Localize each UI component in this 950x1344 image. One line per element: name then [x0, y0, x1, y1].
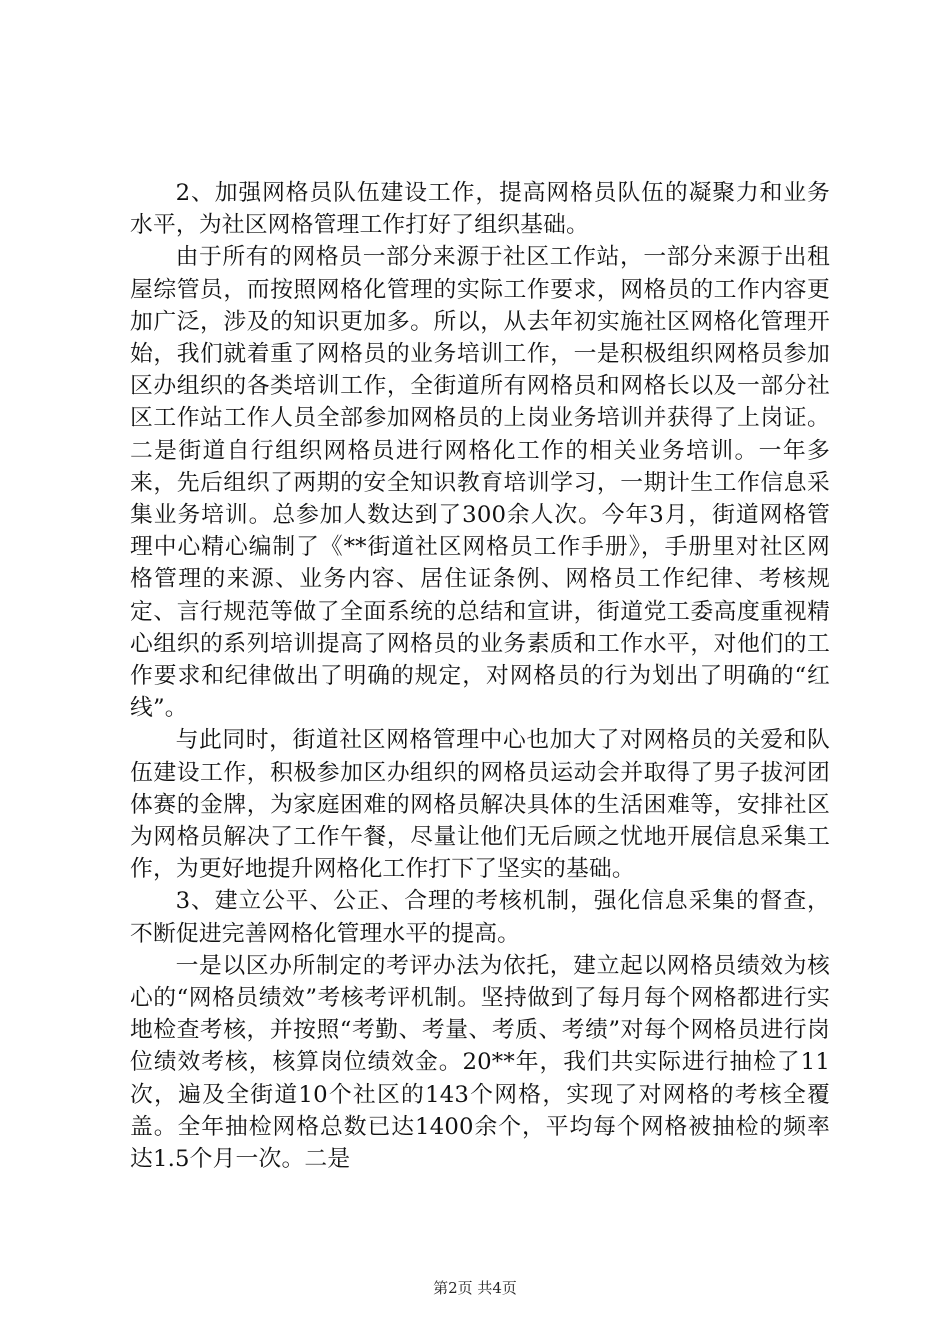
paragraph-care: 与此同时，街道社区网格管理中心也加大了对网格员的关爱和队伍建设工作，积极参加区办组织的网格员运动会并取得了男子拔河团体赛的金牌，为家庭困难的网格员解决具体的生活困难等，安排社区为网格员解决了工作午餐，尽量让他们无后顾之忧地开展信息采集工作，为更好地提升网格化工作打下了坚实的基础。: [130, 727, 830, 883]
paragraph-heading-3: 3、建立公平、公正、合理的考核机制，强化信息采集的督查，不断促进完善网格化管理水平的提高。: [130, 888, 830, 947]
document-body: [130, 177, 830, 1175]
paragraph-assessment: 一是以区办所制定的考评办法为依托，建立起以网格员绩效为核心的“网格员绩效”考核考评机制。坚持做到了每月每个网格都进行实地检查考核，并按照“考勤、考量、考质、考绩”对每个网格员进行岗位绩效考核，核算岗位绩效金。20**年，我们共实际进行抽检了11次，遍及全街道10个社区的143个网格，实现了对网格的考核全覆盖。全年抽检网格总数已达1400余个，平均每个网格被抽检的频率达1.5个月一次。二是: [130, 952, 830, 1173]
paragraph-training: 由于所有的网格员一部分来源于社区工作站，一部分来源于出租屋综管员，而按照网格化管理的实际工作要求，网格员的工作内容更加广泛，涉及的知识更加多。所以，从去年初实施社区网格化管理开始，我们就着重了网格员的业务培训工作，一是积极组织网格员参加区办组织的各类培训工作，全街道所有网格员和网格长以及一部分社区工作站工作人员全部参加网格员的上岗业务培训并获得了上岗证。二是街道自行组织网格员进行网格化工作的相关业务培训。一年多来，先后组织了两期的安全知识教育培训学习，一期计生工作信息采集业务培训。总参加人数达到了300余人次。今年3月，街道网格管理中心精心编制了《**街道社区网格员工作手册》，手册里对社区网格管理的来源、业务内容、居住证条例、网格员工作纪律、考核规定、言行规范等做了全面系统的总结和宣讲，街道党工委高度重视精心组织的系列培训提高了网格员的业务素质和工作水平，对他们的工作要求和纪律做出了明确的规定，对网格员的行为划出了明确的“红线”。: [130, 244, 830, 722]
paragraph-heading-2: 2、加强网格员队伍建设工作，提高网格员队伍的凝聚力和业务水平，为社区网格管理工作打好了组织基础。: [130, 180, 830, 239]
page-number-footer: 第2页 共4页: [433, 1279, 517, 1297]
